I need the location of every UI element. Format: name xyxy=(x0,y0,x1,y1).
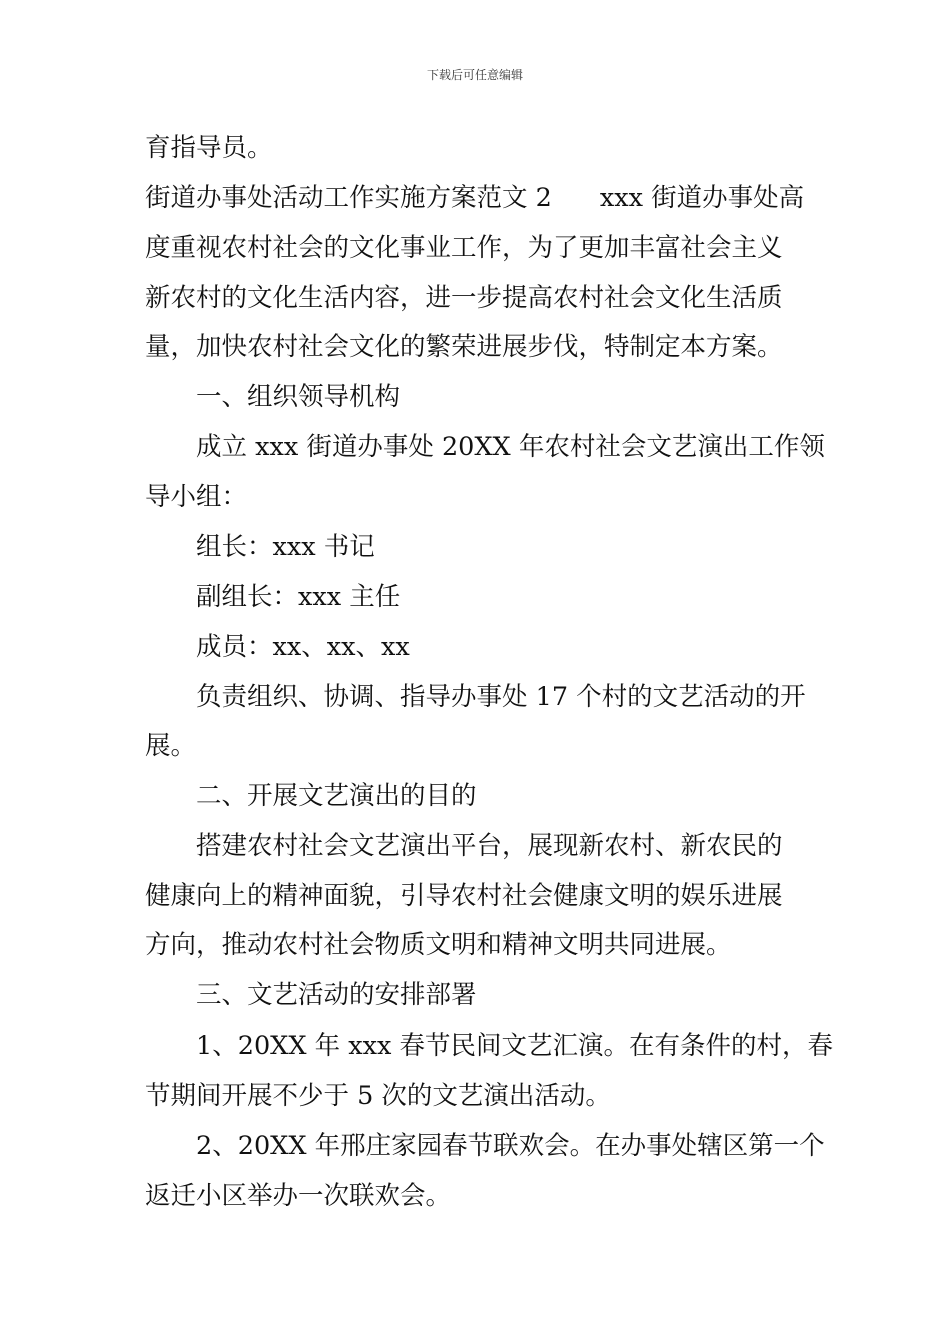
section-heading: 二、开展文艺演出的目的 xyxy=(196,781,477,811)
list-item-line: 返迁小区举办一次联欢会。 xyxy=(145,1181,452,1211)
member-line: 组长：xxx 书记 xyxy=(196,532,375,562)
list-item-line: 2、20XX 年邢庄家园春节联欢会。在办事处辖区第一个 xyxy=(196,1131,825,1161)
member-line: 成员：xx、xx、xx xyxy=(196,632,410,662)
paragraph-line-start: xxx 街道办事处高 xyxy=(599,183,805,213)
paragraph-line: 新农村的文化生活内容，进一步提高农村社会文化生活质 xyxy=(145,283,783,313)
paragraph-line xyxy=(145,181,804,215)
paragraph-line: 量，加快农村社会文化的繁荣进展步伐，特制定本方案。 xyxy=(145,332,783,362)
paragraph-line: 育指导员。 xyxy=(145,133,273,163)
section-heading: 一、组织领导机构 xyxy=(196,382,401,412)
paragraph-line: 度重视农村社会的文化事业工作，为了更加丰富社会主义 xyxy=(145,233,783,263)
paragraph-line: 搭建农村社会文艺演出平台，展现新农村、新农民的 xyxy=(196,831,783,861)
paragraph-line: 健康向上的精神面貌，引导农村社会健康文明的娱乐进展 xyxy=(145,881,783,911)
document-title: 街道办事处活动工作实施方案范文 2 xyxy=(145,183,552,213)
member-line: 副组长：xxx 主任 xyxy=(196,582,401,612)
paragraph-line: 展。 xyxy=(145,731,197,761)
list-item-line: 1、20XX 年 xxx 春节民间文艺汇演。在有条件的村，春 xyxy=(196,1031,833,1061)
paragraph-line: 导小组： xyxy=(145,482,248,512)
paragraph-line: 负责组织、协调、指导办事处 17 个村的文艺活动的开 xyxy=(196,682,806,712)
page-header: 下载后可任意编辑 xyxy=(426,68,523,82)
list-item-line: 节期间开展不少于 5 次的文艺演出活动。 xyxy=(145,1081,611,1111)
paragraph-line: 成立 xxx 街道办事处 20XX 年农村社会文艺演出工作领 xyxy=(196,432,825,462)
section-heading: 三、文艺活动的安排部署 xyxy=(196,980,477,1010)
paragraph-line: 方向，推动农村社会物质文明和精神文明共同进展。 xyxy=(145,930,732,960)
